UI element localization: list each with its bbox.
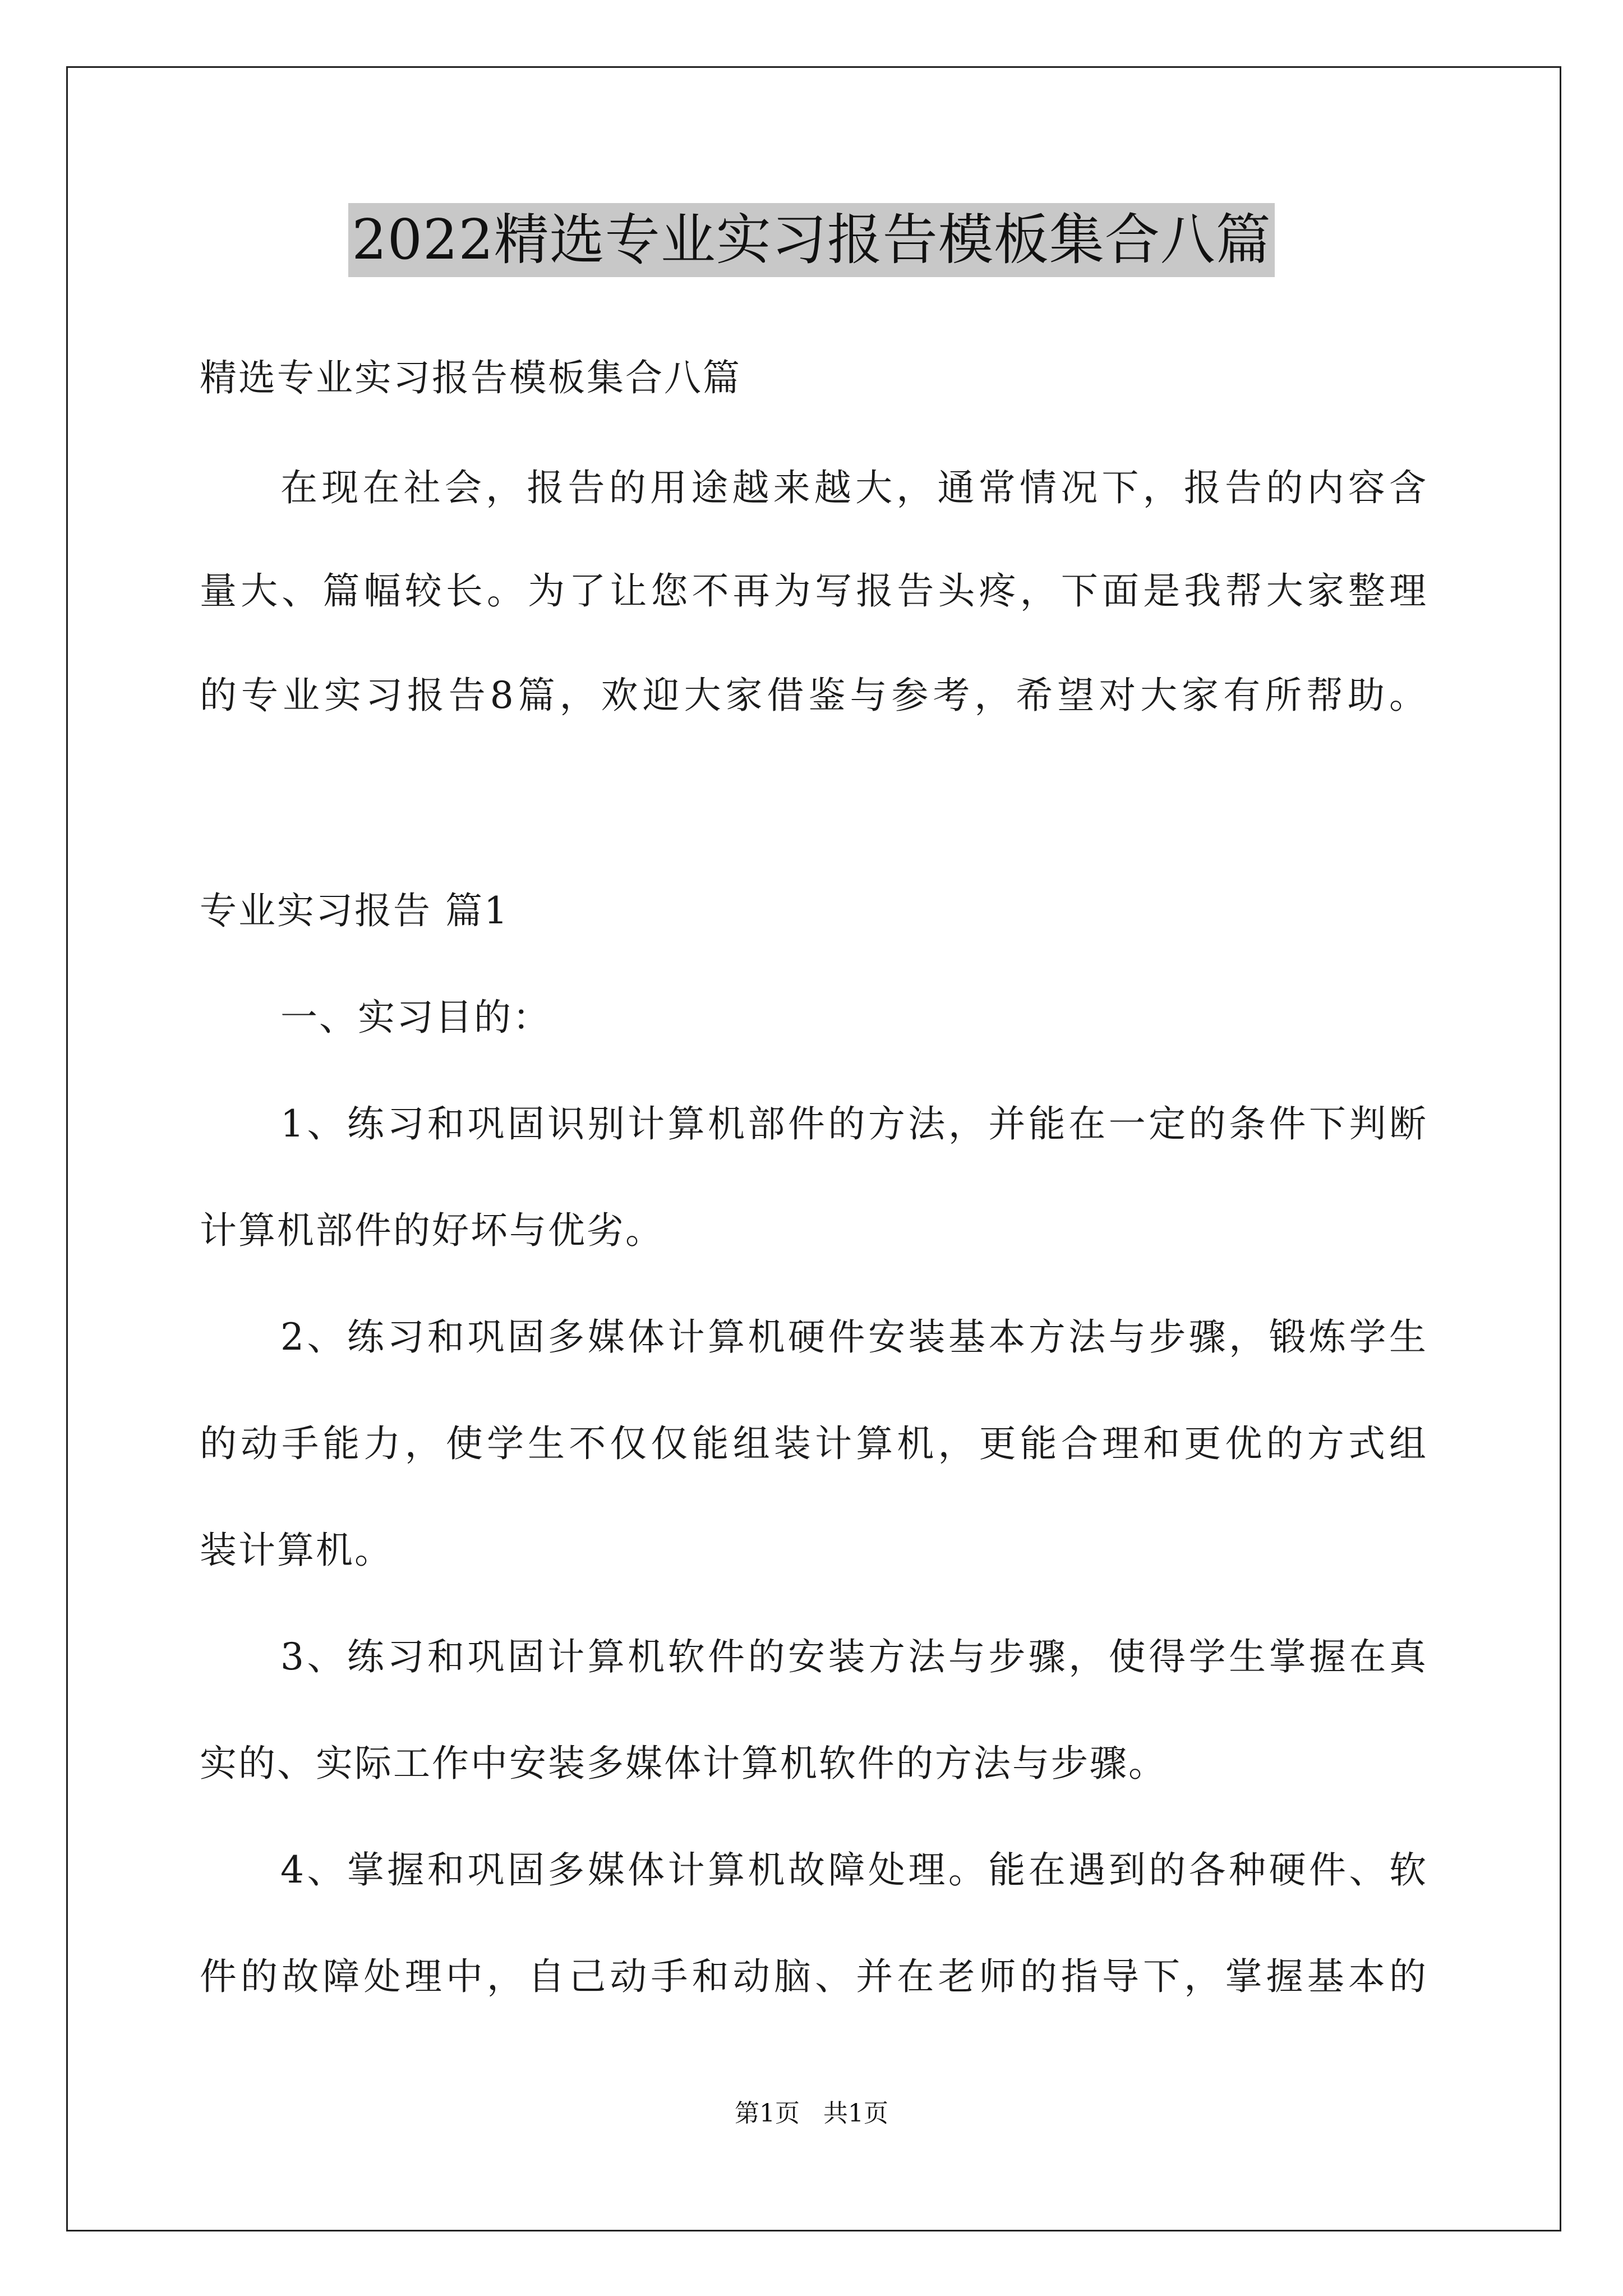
- page-total: 共1页: [823, 2099, 888, 2128]
- body-line-6: 3、练习和巩固计算机软件的安装方法与步骤，使得学生掌握在真: [280, 1635, 1428, 1678]
- section-subheading: 一、实习目的：: [280, 996, 551, 1039]
- body-line-2: 计算机部件的好坏与优劣。: [200, 1209, 664, 1252]
- body-line-3: 2、练习和巩固多媒体计算机硬件安装基本方法与步骤，锻炼学生: [280, 1315, 1428, 1359]
- body-line-5: 装计算机。: [200, 1529, 393, 1572]
- intro-line-1: 在现在社会，报告的用途越来越大，通常情况下，报告的内容含: [280, 466, 1428, 509]
- section-heading: 专业实习报告 篇1: [200, 889, 509, 932]
- title-container: [0, 203, 1623, 277]
- page-number: 第1页: [735, 2099, 800, 2128]
- document-subtitle: 精选专业实习报告模板集合八篇: [200, 356, 741, 399]
- body-line-7: 实的、实际工作中安装多媒体计算机软件的方法与步骤。: [200, 1742, 1167, 1785]
- body-line-9: 件的故障处理中，自己动手和动脑、并在老师的指导下，掌握基本的: [200, 1955, 1428, 1998]
- intro-line-2: 量大、篇幅较长。为了让您不再为写报告头疼，下面是我帮大家整理: [200, 569, 1428, 613]
- document-title: 2022精选专业实习报告模板集合八篇: [348, 203, 1274, 277]
- body-line-4: 的动手能力，使学生不仅仅能组装计算机，更能合理和更优的方式组: [200, 1422, 1428, 1465]
- body-line-8: 4、掌握和巩固多媒体计算机故障处理。能在遇到的各种硬件、软: [280, 1848, 1428, 1892]
- intro-line-3: 的专业实习报告8篇，欢迎大家借鉴与参考，希望对大家有所帮助。: [200, 674, 1428, 717]
- page-footer: [0, 2097, 1623, 2131]
- body-line-1: 1、练习和巩固识别计算机部件的方法，并能在一定的条件下判断: [280, 1102, 1428, 1145]
